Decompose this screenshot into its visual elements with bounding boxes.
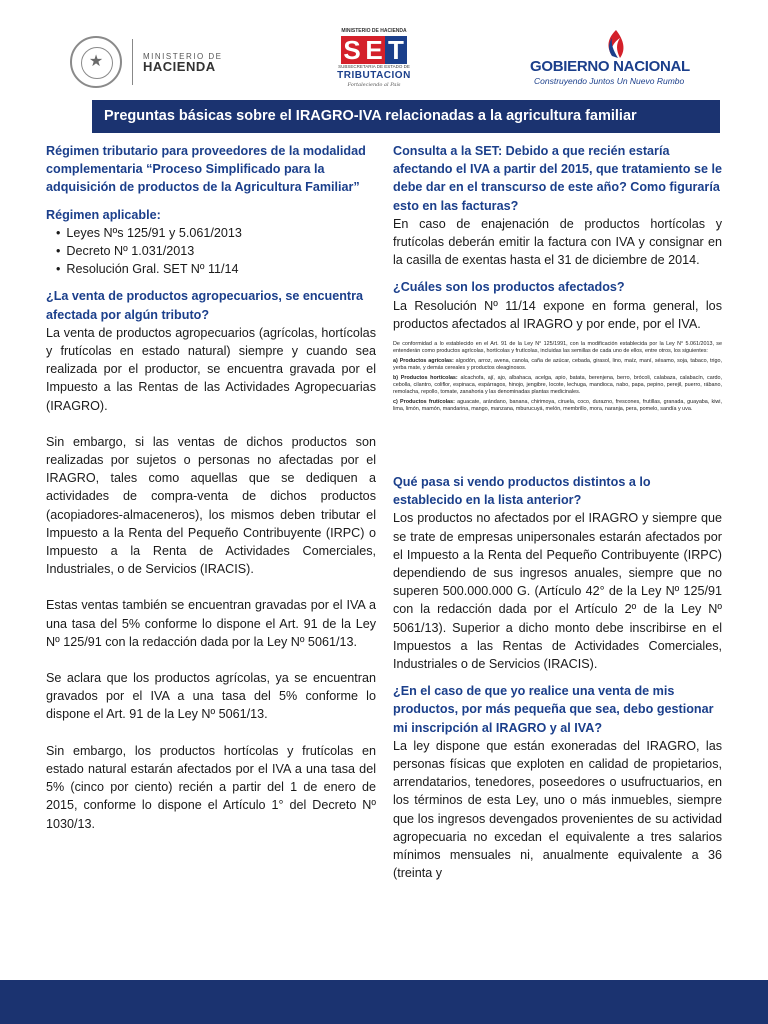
- table-row: b) Productos hortícolas: alcachofa, ají, ajo, albahaca, acelga, apio, batata, berenjena, berro, brócoli, calabaza, calabacín, cardo, cebolla, cilantro, coliflor, espinaca, espárragos, hinojo, jengibre, locote, lechuga, mandioca, nabo, papa, pepino, perejil, puerro, rábano, remolacha, repollo, tomate, zanahoria y las denominadas plantas medicinales.: [393, 375, 722, 395]
- set-subsecretaria: SUBSECRETARIA DE ESTADO DE: [338, 64, 410, 69]
- page-footer-band: [0, 980, 768, 1024]
- answer-paragraph: La Resolución Nº 11/14 expone en forma general, los productos afectados al IRAGRO y por ende, por el IVA.: [393, 298, 722, 331]
- question-inscripcion: ¿En el caso de que yo realice una venta de mis productos, por más pequeña que sea, debo gestionar mi inscripción al IRAGRO y al IVA?: [393, 684, 714, 735]
- ministerio-line2: HACIENDA: [143, 59, 216, 74]
- table-intro: De conformidad a lo establecido en el Art. 91 de la Ley N° 125/1991, con la modificación establecida por la Ley N° 5.061/2013, se entenderán como productos agrícolas, hortícolas y frutícolas, incluidas las semillas de cada uno de ellos, entre otros, los siguientes:: [393, 341, 722, 354]
- table-row: c) Productos frutícolas: aguacate, arándano, banana, chirimoya, ciruela, coco, durazno, frescones, frutillas, granada, guayaba, kiwi, lima, limón, mamón, mandarina, mango, manzana, mburucuyá, melón, membrillo, mora, naranja, pera, pomelo, sandía y uva.: [393, 399, 722, 412]
- set-letters: [336, 36, 412, 64]
- ministerio-line1: MINISTERIO DE: [143, 52, 223, 61]
- set-letter-e: E: [363, 36, 385, 64]
- intro-heading: Régimen tributario para proveedores de la modalidad complementaria “Proceso Simplificado para la adquisición de productos de la Agricultura Familiar”: [46, 144, 366, 195]
- regimen-list: [46, 224, 376, 279]
- question-consulta-set: Consulta a la SET: Debido a que recién estaría afectando el IVA a partir del 2015, que tratamiento se le debe dar en el transcurso de este año? Como figuraría esto en las facturas?: [393, 144, 722, 213]
- answer-paragraph: Se aclara que los productos agrícolas, ya se encuentran gravados por el IVA a una tasa del 5% conforme lo dispone el Art. 91 de la Ley Nº 5061/13.: [46, 671, 376, 722]
- ministerio-text: [143, 52, 223, 72]
- republic-seal-icon: [70, 36, 122, 88]
- set-letter-s: S: [341, 36, 363, 64]
- regimen-title: Régimen aplicable:: [46, 207, 161, 222]
- list-item: • Leyes Nºs 125/91 y 5.061/2013: [66, 224, 376, 242]
- question-productos-distintos: Qué pasa si vendo productos distintos a lo establecido en la lista anterior?: [393, 475, 651, 508]
- answer-paragraph: En caso de enajenación de productos hortícolas y frutícolas deberán emitir la factura con IVA y consignar en la casilla de exentas hasta el 31 de diciembre de 2014.: [393, 216, 722, 268]
- flag-flame-icon: [602, 30, 628, 60]
- question-tributo: ¿La venta de productos agropecuarios, se encuentra afectada por algún tributo?: [46, 289, 364, 322]
- answer-paragraph: Estas ventas también se encuentran gravadas por el IVA a una tasa del 5% conforme lo dispone el Art. 91 de la Ley Nº 125/91 con la redacción dada por la Ley Nº 5061/13.: [46, 598, 376, 649]
- list-item: • Decreto Nº 1.031/2013: [66, 242, 376, 260]
- page-title: Preguntas básicas sobre el IRAGRO-IVA relacionadas a la agricultura familiar: [92, 100, 720, 133]
- gobierno-nacional-slogan: Construyendo Juntos Un Nuevo Rumbo: [534, 76, 685, 86]
- set-top-text: MINISTERIO DE HACIENDA: [341, 28, 407, 34]
- ministerio-hacienda-logo: [70, 36, 223, 88]
- list-item: • Resolución Gral. SET Nº 11/14: [66, 260, 376, 278]
- answer-paragraph: La venta de productos agropecuarios (agrícolas, hortícolas y frutícolas en estado natural) siempre y cuando sea realizada por el productor, se encuentra gravada por el Impuesto a las Rentas de las Actividades Agropecuarias (IRAGRO).: [46, 325, 376, 413]
- set-motto: Fortaleciendo al País: [347, 82, 401, 88]
- set-logo: [336, 28, 412, 88]
- answer-paragraph: La ley dispone que están exoneradas del IRAGRO, las personas físicas que exploten en calidad de propietarios, arrendatarios, tenedores, poseedores o usufructuarios, en los términos de esta Ley, uno o más inmuebles, siempre que los ingresos devengados provenientes de su actividad agropecuaria no excedan el equivalente a tres salarios mínimos mensuales ni, anualmente equivalente a 36 (treinta y: [393, 738, 722, 881]
- productos-table-excerpt: [393, 341, 722, 463]
- answer-paragraph: Los productos no afectados por el IRAGRO y siempre que se trate de empresas unipersonales estarán afectados por el Impuesto a la Renta del Pequeño Contribuyente (IRPC) dependiendo de sus ingresos anuales, siempre que no superen 500.000.000 G. (Artículo 42° de la Ley Nº 125/91 con la redacción dada por el Artículo 2º de la Ley Nº 5061/13). Superior a dicho monto debe inscribirse en el Impuestos a las Rentas de Actividades Comerciales, Industriales o de Servicios (IRACIS).: [393, 511, 722, 672]
- set-tributacion: TRIBUTACION: [337, 70, 411, 81]
- set-letter-t: T: [385, 36, 407, 64]
- page-header: [0, 0, 768, 100]
- question-productos-afectados: ¿Cuáles son los productos afectados?: [393, 280, 625, 295]
- answer-paragraph: Sin embargo, los productos hortícolas y frutícolas en estado natural estarán afectados por el IVA a una tasa del 5% (cinco por ciento) recién a partir del 1 de enero de 2015, conforme lo dispone el Artículo 1° del Decreto Nº 1030/13.: [46, 743, 376, 831]
- gobierno-nacional-name: GOBIERNO NACIONAL: [530, 58, 690, 75]
- table-row: a) Productos agrícolas: algodón, arroz, avena, canola, caña de azúcar, cebada, girasol, lino, maíz, maní, sésamo, soja, tabaco, trigo, yerba mate, y demás cereales y productos oleaginosos.: [393, 358, 722, 371]
- logo-divider: [132, 39, 133, 85]
- left-column: [46, 142, 376, 833]
- answer-paragraph: Sin embargo, si las ventas de dichos productos son realizadas por sujetos o personas no afectadas por el IRAGRO, tales como aquellas que se dediquen a actividades de compra-venta de dichos productos (acopiadores-almaceneros), los mismos deben tributar el Impuesto a la Renta del Pequeño Contribuyente (IRPC) o Impuesto a la Renta de Actividades Comerciales, Industriales, o de Servicios (IRACIS).: [46, 434, 376, 577]
- right-column: [393, 142, 722, 883]
